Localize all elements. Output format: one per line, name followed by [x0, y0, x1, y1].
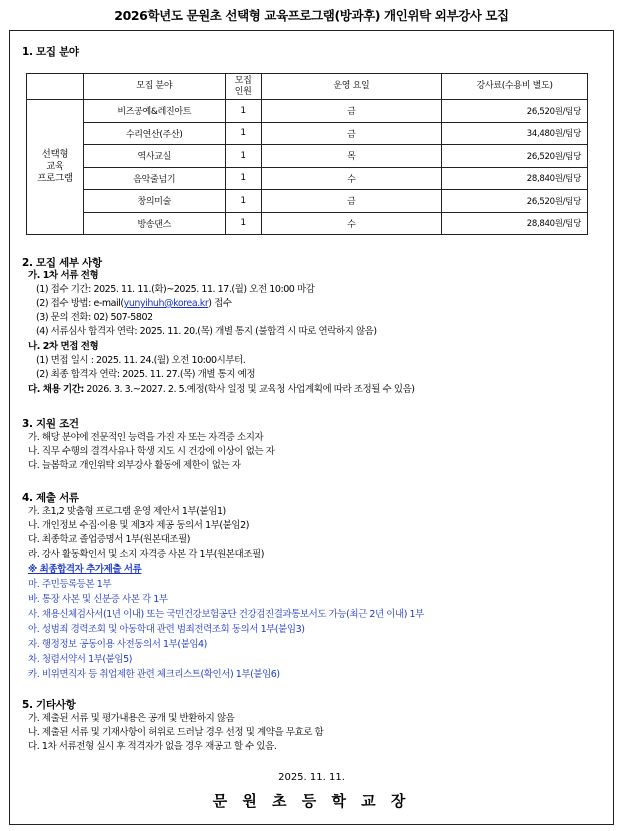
condition-item: 나. 직무 수행의 결격사유나 학생 지도 시 건강에 이상이 없는 자 — [28, 446, 275, 457]
additional-document-item: 카. 비위면직자 등 취업제한 관련 체크리스트(확인서) 1부(붙임6) — [28, 669, 280, 680]
table-row — [27, 167, 588, 190]
day-cell: 금 — [261, 122, 442, 145]
final-notification: (2) 최종 합격자 연락: 2025. 11. 27.(목) 개별 통지 예정 — [36, 369, 256, 380]
interview-title: 나. 2차 면접 전형 — [28, 341, 99, 352]
category-cell: 선택형 교육 프로그램 — [27, 100, 84, 235]
fee-cell: 26,520원/팀당 — [442, 190, 588, 213]
additional-document-item: 아. 성범죄 경력조회 및 아동학대 관련 범죄전력조회 동의서 1부(붙임3) — [28, 624, 305, 635]
fee-cell: 34,480원/팀당 — [442, 122, 588, 145]
document-title: 2026학년도 문원초 선택형 교육프로그램(방과후) 개인위탁 외부강사 모집 — [114, 8, 509, 23]
document-item: 다. 최종학교 졸업증명서 1부(원본대조필) — [28, 534, 191, 545]
additional-document-item: 사. 채용신체검사서(1년 이내) 또는 국민건강보험공단 건강검진결과통보서도 가능(최근 2년 이내) 1부 — [28, 609, 424, 620]
misc-item: 다. 1차 서류전형 실시 후 적격자가 없을 경우 재공고 할 수 있음. — [28, 741, 277, 752]
condition-item: 다. 늘봄학교 개인위탁 외부강사 활동에 제한이 없는 자 — [28, 460, 241, 471]
additional-document-item: 바. 통장 사본 및 신분증 사본 각 1부 — [28, 594, 168, 605]
additional-documents-notice: ※ 최종합격자 추가제출 서류 — [28, 564, 142, 575]
fee-cell: 28,840원/팀당 — [442, 212, 588, 235]
inquiry-phone: (3) 문의 전화: 02) 507-5802 — [36, 312, 153, 323]
application-method — [36, 298, 232, 310]
fee-cell: 26,520원/팀당 — [442, 145, 588, 168]
field-cell: 비즈공예&레진아트 — [83, 100, 225, 123]
header-fee: 강사료(수용비 별도) — [442, 74, 588, 100]
field-cell: 수리연산(주산) — [83, 122, 225, 145]
misc-item: 나. 제출된 서류 및 기재사항이 허위로 드러날 경우 선정 및 계약을 무효로 함 — [28, 727, 324, 738]
header-count-label: 모집 인원 — [234, 75, 252, 97]
pass-notification: (4) 서류심사 합격자 연락: 2025. 11. 20.(목) 개별 통지 (불합격 시 따로 연락하지 않음) — [36, 326, 377, 337]
employment-period-text: 2026. 3. 3.~2027. 2. 5.예정(학사 일정 및 교육청 사업계획에 따라 조정될 수 있음) — [83, 384, 415, 395]
table-row — [27, 212, 588, 235]
additional-document-item: 차. 청렴서약서 1부(붙임5) — [28, 654, 132, 665]
count-cell: 1 — [225, 212, 261, 235]
document-item: 나. 개인정보 수집·이용 및 제3자 제공 동의서 1부(붙임2) — [28, 520, 249, 531]
application-period: (1) 접수 기간: 2025. 11. 11.(화)~2025. 11. 17.(월) 오전 10:00 마감 — [36, 284, 315, 295]
employment-period — [28, 384, 415, 396]
count-cell: 1 — [225, 100, 261, 123]
fee-cell: 26,520원/팀당 — [442, 100, 588, 123]
field-cell: 음악줄넘기 — [83, 167, 225, 190]
day-cell: 수 — [261, 212, 442, 235]
count-cell: 1 — [225, 167, 261, 190]
email-link[interactable]: yunyihuh@korea.kr — [123, 298, 209, 309]
header-blank — [27, 74, 84, 100]
header-day: 운영 요일 — [261, 74, 442, 100]
condition-item: 가. 해당 분야에 전문적인 능력을 가진 자 또는 자격증 소지자 — [28, 432, 264, 443]
day-cell: 금 — [261, 100, 442, 123]
table-header-row — [27, 74, 588, 100]
header-count — [225, 74, 261, 100]
section-2-heading: 2. 모집 세부 사항 — [22, 257, 102, 269]
announcement-date: 2025. 11. 11. — [278, 772, 345, 783]
document-item: 라. 강사 활동확인서 및 소지 자격증 사본 각 1부(원본대조필) — [28, 549, 264, 560]
application-method-suffix: ) 접수 — [208, 298, 232, 309]
recruitment-table — [26, 73, 588, 235]
interview-date: (1) 면접 일시 : 2025. 11. 24.(월) 오전 10:00시부터. — [36, 355, 246, 366]
day-cell: 목 — [261, 145, 442, 168]
misc-item: 가. 제출된 서류 및 평가내용은 공개 및 반환하지 않음 — [28, 713, 235, 724]
document-item: 가. 초1,2 맞춤형 프로그램 운영 제안서 1부(붙임1) — [28, 506, 226, 517]
field-cell: 창의미술 — [83, 190, 225, 213]
table-row — [27, 100, 588, 123]
header-field: 모집 분야 — [83, 74, 225, 100]
table-row — [27, 145, 588, 168]
fee-cell: 28,840원/팀당 — [442, 167, 588, 190]
field-cell: 역사교실 — [83, 145, 225, 168]
employment-period-label: 다. 채용 기간: — [28, 384, 84, 395]
count-cell: 1 — [225, 190, 261, 213]
table-row — [27, 190, 588, 213]
first-screening-title: 가. 1차 서류 전형 — [28, 270, 99, 281]
additional-document-item: 자. 행정정보 공동이용 사전동의서 1부(붙임4) — [28, 639, 207, 650]
count-cell: 1 — [225, 145, 261, 168]
principal-signature: 문 원 초 등 학 교 장 — [212, 792, 411, 810]
application-method-prefix: (2) 접수 방법: e-mail( — [36, 298, 124, 309]
section-4-heading: 4. 제출 서류 — [22, 492, 79, 504]
count-cell: 1 — [225, 122, 261, 145]
day-cell: 금 — [261, 190, 442, 213]
day-cell: 수 — [261, 167, 442, 190]
section-5-heading: 5. 기타사항 — [22, 699, 76, 711]
field-cell: 방송댄스 — [83, 212, 225, 235]
additional-document-item: 마. 주민등록등본 1부 — [28, 579, 112, 590]
table-row — [27, 122, 588, 145]
section-1-heading: 1. 모집 분야 — [22, 46, 79, 58]
section-3-heading: 3. 지원 조건 — [22, 418, 79, 430]
